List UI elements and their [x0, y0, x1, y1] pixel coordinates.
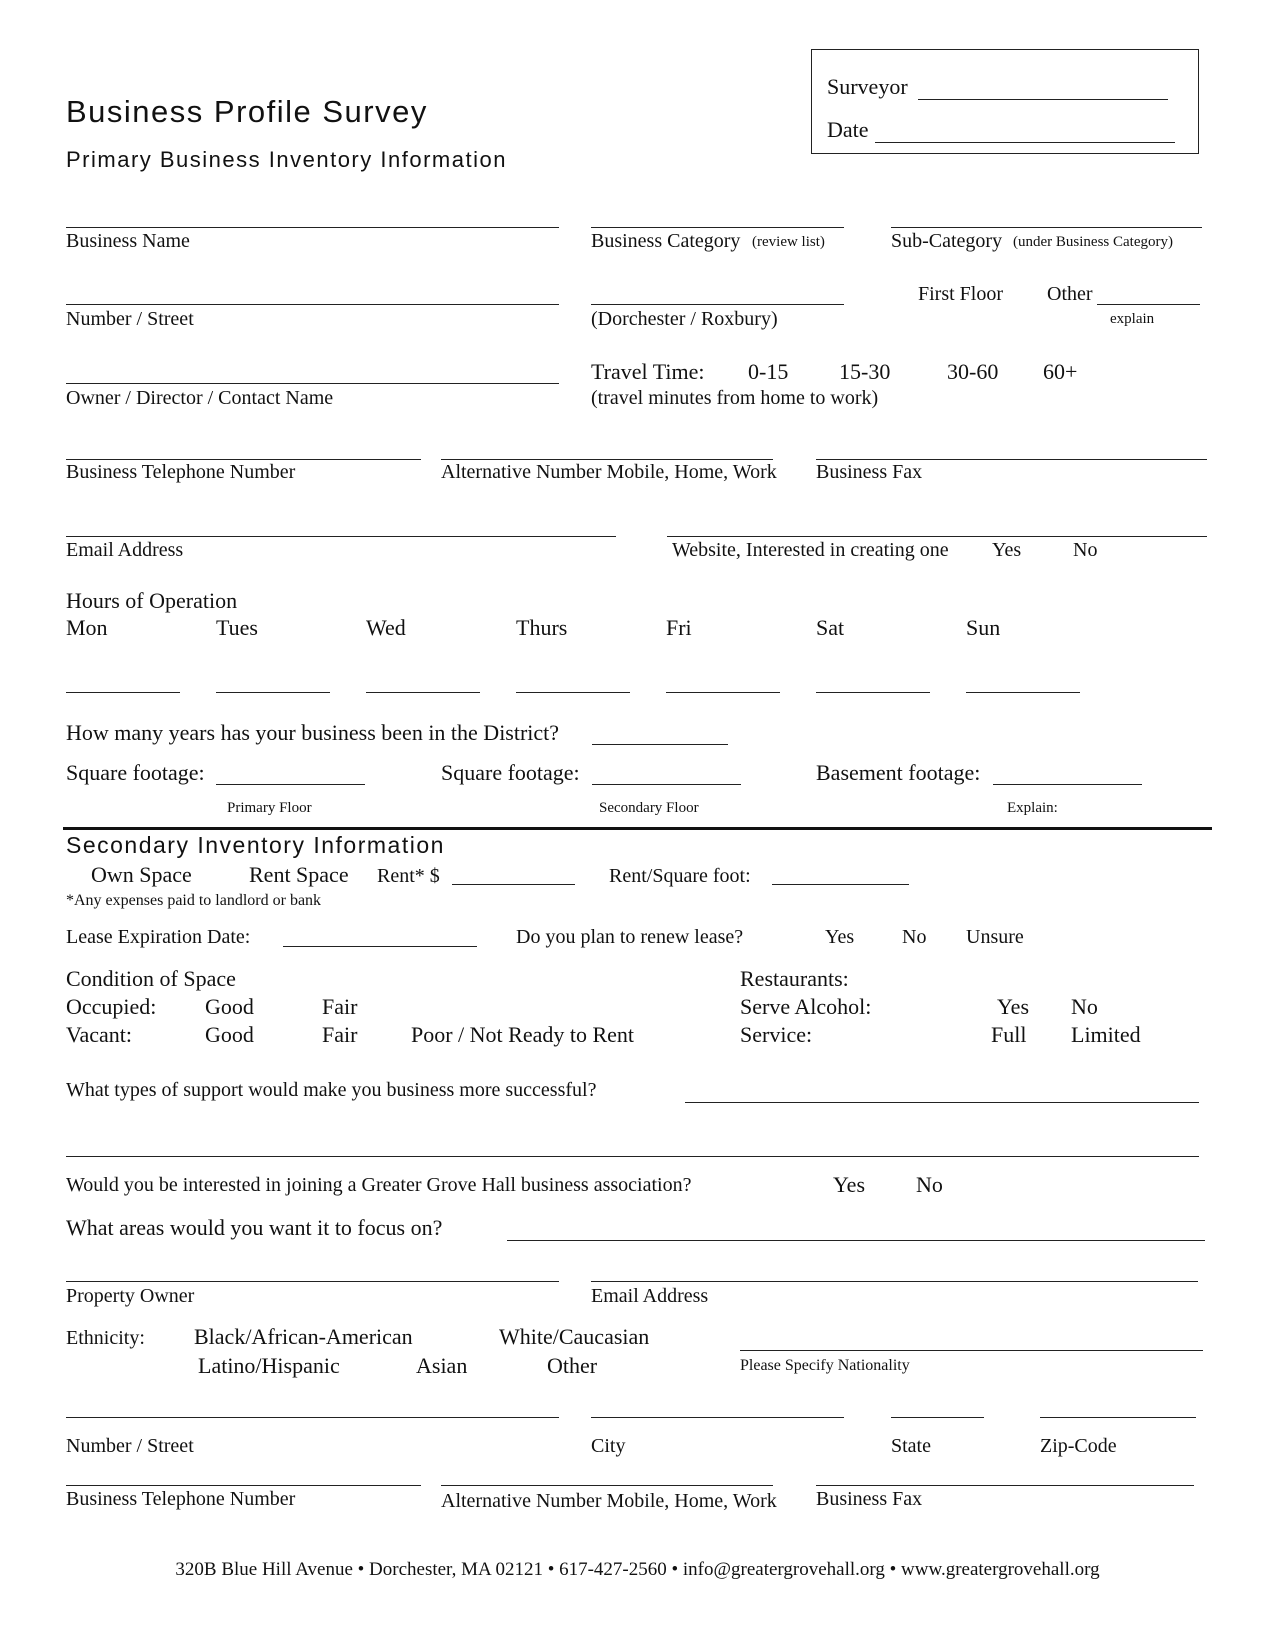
business-name-label: Business Name [66, 230, 190, 252]
secondary-title: Secondary Inventory Information [66, 832, 445, 858]
service-limited-option[interactable]: Limited [1071, 1022, 1141, 1047]
owner-email-field[interactable] [591, 1281, 1198, 1282]
own-space-option[interactable]: Own Space [91, 862, 192, 887]
alt-phone-field[interactable] [441, 459, 773, 460]
renew-yes-option[interactable]: Yes [825, 926, 855, 948]
vacant-poor-option[interactable]: Poor / Not Ready to Rent [411, 1022, 635, 1047]
rent-sqft-field[interactable] [772, 884, 909, 885]
association-question: Would you be interested in joining a Greater Grove Hall business association? [66, 1174, 692, 1196]
surveyor-label: Surveyor [827, 74, 908, 99]
hours-wed-field[interactable] [366, 692, 480, 693]
sub-category-label: Sub-Category [891, 230, 1003, 252]
day-tues: Tues [216, 615, 258, 640]
owner-zip-field[interactable] [1040, 1417, 1196, 1418]
email-field[interactable] [66, 536, 616, 537]
ethnicity-other-option[interactable]: Other [547, 1353, 598, 1378]
owner-fax-label: Business Fax [816, 1488, 923, 1510]
owner-alt-phone-label: Alternative Number Mobile, Home, Work [441, 1490, 777, 1512]
years-field[interactable] [592, 744, 728, 745]
focus-field[interactable] [507, 1240, 1205, 1241]
travel-option-0-15[interactable]: 0-15 [748, 359, 789, 384]
hours-sun-field[interactable] [966, 692, 1080, 693]
explain-note: explain [1110, 311, 1155, 327]
restaurants-label: Restaurants: [740, 966, 849, 991]
owner-alt-phone-field[interactable] [441, 1485, 773, 1486]
number-street-label: Number / Street [66, 308, 194, 330]
website-label: Website, Interested in creating one [672, 539, 949, 561]
support-field-line-2[interactable] [66, 1156, 1199, 1157]
website-yes-option[interactable]: Yes [992, 539, 1022, 561]
sqft-secondary-label: Square footage: [441, 760, 580, 785]
day-wed: Wed [366, 615, 406, 640]
sqft-primary-field[interactable] [216, 784, 365, 785]
support-field[interactable] [685, 1102, 1199, 1103]
ethnicity-white-option[interactable]: White/Caucasian [499, 1324, 650, 1349]
association-no-option[interactable]: No [916, 1172, 943, 1197]
years-question: How many years has your business been in the District? [66, 720, 560, 745]
renew-question: Do you plan to renew lease? [516, 926, 744, 948]
ethnicity-black-option[interactable]: Black/African-American [194, 1324, 413, 1349]
phone-field[interactable] [66, 459, 421, 460]
vacant-label: Vacant: [66, 1022, 132, 1047]
number-street-field[interactable] [66, 304, 559, 305]
sqft-secondary-field[interactable] [592, 784, 741, 785]
neighborhood-label: (Dorchester / Roxbury) [591, 308, 778, 330]
alcohol-yes-option[interactable]: Yes [997, 994, 1030, 1019]
email-label: Email Address [66, 539, 184, 561]
renew-unsure-option[interactable]: Unsure [966, 926, 1024, 948]
hours-fri-field[interactable] [666, 692, 780, 693]
expenses-note: *Any expenses paid to landlord or bank [66, 892, 322, 909]
business-name-field[interactable] [66, 227, 559, 228]
page-subtitle: Primary Business Inventory Information [66, 147, 507, 172]
ethnicity-label: Ethnicity: [66, 1327, 145, 1349]
website-no-option[interactable]: No [1073, 539, 1098, 561]
owner-phone-field[interactable] [66, 1485, 421, 1486]
hours-mon-field[interactable] [66, 692, 180, 693]
owner-field[interactable] [66, 383, 559, 384]
rent-space-option[interactable]: Rent Space [249, 862, 349, 887]
ethnicity-latino-option[interactable]: Latino/Hispanic [198, 1353, 340, 1378]
condition-label: Condition of Space [66, 966, 236, 991]
hours-thurs-field[interactable] [516, 692, 630, 693]
hours-label: Hours of Operation [66, 588, 238, 613]
occupied-fair-option[interactable]: Fair [322, 994, 358, 1019]
business-category-field[interactable] [591, 227, 844, 228]
owner-city-label: City [591, 1435, 626, 1457]
service-label: Service: [740, 1022, 813, 1047]
vacant-fair-option[interactable]: Fair [322, 1022, 358, 1047]
owner-zip-label: Zip-Code [1040, 1435, 1117, 1457]
section-divider [63, 827, 1212, 830]
alcohol-no-option[interactable]: No [1071, 994, 1098, 1019]
fax-field[interactable] [816, 459, 1207, 460]
lease-expiration-field[interactable] [283, 946, 477, 947]
travel-option-30-60[interactable]: 30-60 [947, 359, 999, 384]
page-title: Business Profile Survey [66, 94, 428, 129]
basement-field[interactable] [993, 784, 1142, 785]
serve-alcohol-label: Serve Alcohol: [740, 994, 872, 1019]
business-category-label: Business Category [591, 230, 741, 252]
vacant-good-option[interactable]: Good [205, 1022, 254, 1047]
first-floor-option[interactable]: First Floor [918, 283, 1004, 305]
date-label: Date [827, 117, 869, 142]
owner-state-field[interactable] [891, 1417, 984, 1418]
association-yes-option[interactable]: Yes [833, 1172, 866, 1197]
under-category-note: (under Business Category) [1013, 234, 1173, 250]
travel-option-60-plus[interactable]: 60+ [1043, 359, 1078, 384]
other-explain-field[interactable] [1097, 304, 1200, 305]
day-sun: Sun [966, 615, 1001, 640]
nationality-field[interactable] [740, 1350, 1203, 1351]
fax-label: Business Fax [816, 461, 923, 483]
owner-state-label: State [891, 1435, 931, 1457]
owner-email-label: Email Address [591, 1285, 709, 1307]
sqft-primary-label: Square footage: [66, 760, 205, 785]
surveyor-field[interactable] [918, 99, 1168, 100]
renew-no-option[interactable]: No [902, 926, 927, 948]
travel-option-15-30[interactable]: 15-30 [839, 359, 891, 384]
ethnicity-asian-option[interactable]: Asian [416, 1353, 468, 1378]
service-full-option[interactable]: Full [991, 1022, 1027, 1047]
lease-expiration-label: Lease Expiration Date: [66, 926, 251, 948]
hours-tues-field[interactable] [216, 692, 330, 693]
day-fri: Fri [666, 615, 692, 640]
sub-category-field[interactable] [891, 227, 1202, 228]
rent-field[interactable] [452, 884, 575, 885]
focus-question: What areas would you want it to focus on? [66, 1215, 443, 1240]
neighborhood-field[interactable] [591, 304, 844, 305]
rent-label: Rent* $ [377, 865, 440, 887]
owner-street-label: Number / Street [66, 1435, 194, 1457]
travel-note: (travel minutes from home to work) [591, 387, 879, 409]
occupied-label: Occupied: [66, 994, 157, 1019]
owner-phone-label: Business Telephone Number [66, 1488, 296, 1510]
basement-label: Basement footage: [816, 760, 981, 785]
website-field[interactable] [667, 536, 1207, 537]
owner-fax-field[interactable] [816, 1485, 1194, 1486]
surveyor-box [811, 49, 1199, 154]
date-field[interactable] [875, 142, 1175, 143]
nationality-label: Please Specify Nationality [740, 1357, 910, 1374]
owner-city-field[interactable] [591, 1417, 844, 1418]
property-owner-label: Property Owner [66, 1285, 195, 1307]
day-sat: Sat [816, 615, 845, 640]
rent-sqft-label: Rent/Square foot: [609, 865, 751, 887]
property-owner-field[interactable] [66, 1281, 559, 1282]
other-option[interactable]: Other [1047, 283, 1093, 305]
hours-sat-field[interactable] [816, 692, 930, 693]
owner-street-field[interactable] [66, 1417, 559, 1418]
day-thurs: Thurs [516, 615, 568, 640]
primary-floor-caption: Primary Floor [227, 800, 312, 816]
secondary-floor-caption: Secondary Floor [599, 800, 699, 816]
footer-contact: 320B Blue Hill Avenue • Dorchester, MA 02121 • 617-427-2560 • info@greatergrovehall.org • www.greatergrovehall.org [175, 1559, 1100, 1580]
alt-phone-label: Alternative Number Mobile, Home, Work [441, 461, 777, 483]
support-question: What types of support would make you business more successful? [66, 1079, 597, 1101]
owner-label: Owner / Director / Contact Name [66, 387, 334, 409]
phone-label: Business Telephone Number [66, 461, 296, 483]
review-list-note: (review list) [752, 234, 825, 250]
travel-time-label: Travel Time: [591, 359, 705, 384]
occupied-good-option[interactable]: Good [205, 994, 254, 1019]
explain-caption: Explain: [1007, 800, 1058, 816]
day-mon: Mon [66, 615, 108, 640]
